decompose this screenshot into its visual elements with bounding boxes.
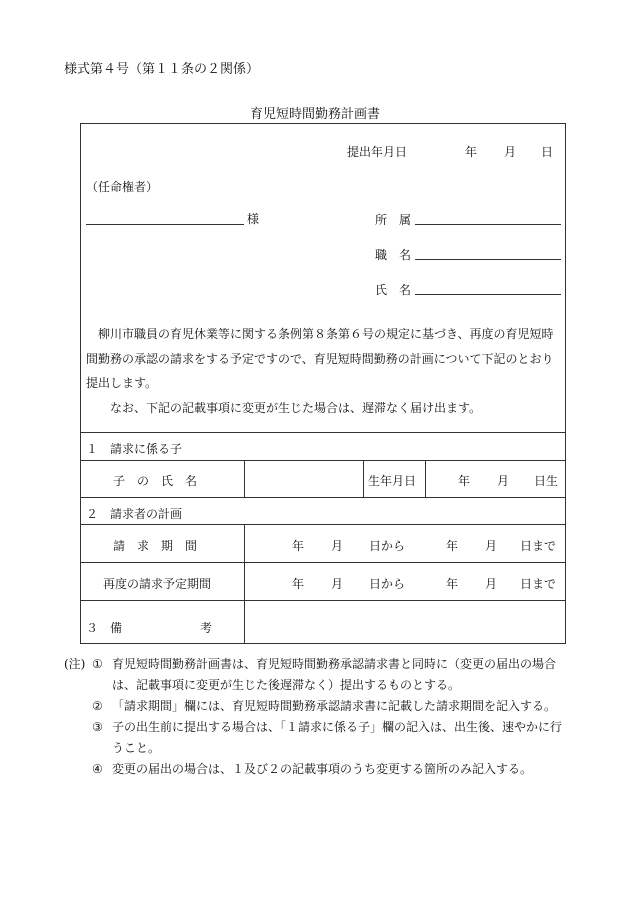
note-number-1: ① (92, 657, 103, 671)
remarks-field[interactable] (246, 602, 564, 642)
notes-section (64, 654, 564, 780)
remarks-label-start: ３ 備 (86, 621, 123, 635)
planned-from-month: 月 (331, 577, 344, 591)
body-text (86, 322, 562, 420)
birth-day: 日生 (534, 474, 559, 488)
row-line-5 (80, 600, 566, 601)
row-line-4 (80, 562, 566, 563)
period-from-month: 月 (331, 539, 344, 553)
submit-year: 年 (465, 145, 478, 159)
name-label: 氏 名 (375, 283, 412, 297)
col-line-child-3 (425, 460, 426, 497)
row-line-3 (80, 524, 566, 525)
note-item-1 (64, 654, 564, 696)
planned-to-year: 年 (446, 577, 459, 591)
birth-year: 年 (458, 474, 471, 488)
period-to-day: 日まで (520, 539, 557, 553)
note-number-4: ④ (92, 762, 103, 776)
divider-top (80, 432, 566, 433)
name-field[interactable] (415, 294, 561, 295)
position-label: 職 名 (375, 248, 412, 262)
affiliation-field[interactable] (415, 224, 561, 225)
child-name-field[interactable] (246, 462, 361, 495)
position-field[interactable] (415, 259, 561, 260)
appointer-label: （任命権者） (86, 180, 159, 194)
note-text-4: 変更の届出の場合は、１及び２の記載事項のうち変更する箇所のみ記入する。 (112, 762, 533, 776)
note-number-3: ③ (92, 720, 103, 734)
period-from-day: 日から (369, 539, 406, 553)
birth-month: 月 (497, 474, 510, 488)
addressee-line[interactable] (86, 224, 244, 225)
affiliation-label: 所 属 (375, 213, 412, 227)
birthdate-label: 生年月日 (368, 474, 417, 488)
row-line-1 (80, 460, 566, 461)
submit-month: 月 (504, 145, 517, 159)
period-to-month: 月 (485, 539, 498, 553)
note-item-4 (92, 759, 564, 780)
planned-to-month: 月 (485, 577, 498, 591)
notes-prefix: (注) (64, 657, 86, 671)
section1-heading: １ 請求に係る子 (86, 442, 183, 456)
body-paragraph-1: 柳川市職員の育児休業等に関する条例第８条第６号の規定に基づき、再度の育児短時間勤務の承認の請求をする予定ですので、育児短時間勤務の計画について下記のとおり提出します。 (86, 327, 554, 390)
planned-from-day: 日から (369, 577, 406, 591)
submit-date-label: 提出年月日 (347, 145, 408, 159)
submit-day: 日 (541, 145, 554, 159)
row-line-2 (80, 497, 566, 498)
sama-label: 様 (247, 212, 260, 226)
note-text-2: 「請求期間」欄には、育児短時間勤務承認請求書に記載した請求期間を記入する。 (112, 699, 557, 713)
form-number-label: 様式第４号（第１１条の２関係） (64, 62, 260, 77)
col-line-child-1 (244, 460, 245, 497)
col-line-child-2 (363, 460, 364, 497)
child-name-label: 子 の 氏 名 (113, 474, 198, 488)
note-number-2: ② (92, 699, 103, 713)
col-line-plan (244, 524, 245, 644)
note-text-3: 子の出生前に提出する場合は、「１請求に係る子」欄の記入は、出生後、速やかに行うこと。 (112, 720, 563, 755)
request-period-label: 請 求 期 間 (113, 539, 198, 553)
note-item-2 (92, 696, 564, 717)
planned-to-day: 日まで (520, 577, 557, 591)
remarks-label-end: 考 (200, 621, 213, 635)
document-title: 育児短時間勤務計画書 (249, 107, 380, 122)
planned-period-label: 再度の請求予定期間 (103, 577, 212, 591)
period-from-year: 年 (292, 539, 305, 553)
body-paragraph-2: なお、下記の記載事項に変更が生じた場合は、遅滞なく届け出ます。 (110, 400, 482, 415)
period-to-year: 年 (446, 539, 459, 553)
note-text-1: 育児短時間勤務計画書は、育児短時間勤務承認請求書と同時に（変更の届出の場合は、記載事項に変更が生じた後遅滞なく）提出するものとする。 (112, 657, 557, 692)
planned-from-year: 年 (292, 577, 305, 591)
note-item-3 (92, 717, 564, 759)
section2-heading: ２ 請求者の計画 (86, 507, 183, 521)
